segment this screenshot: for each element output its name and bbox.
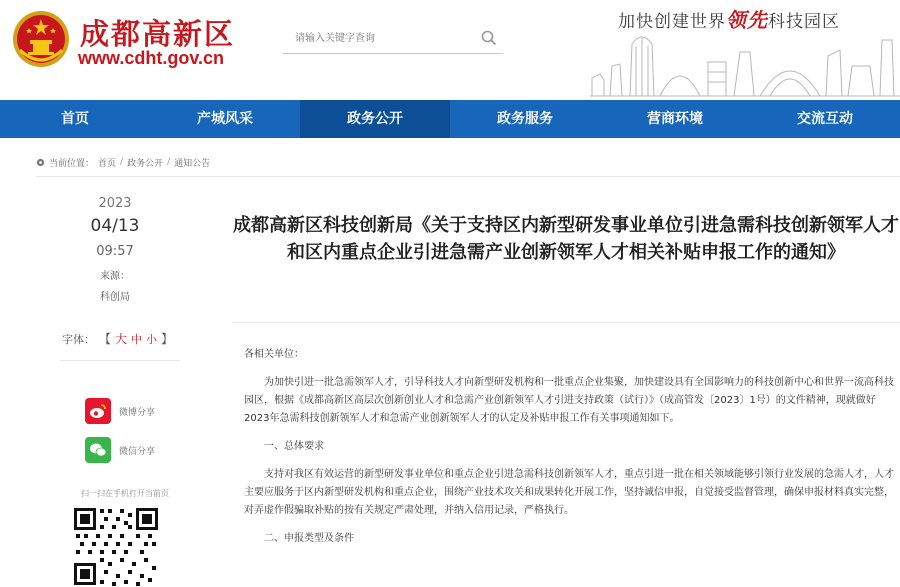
wechat-share-label: 微信分享 — [119, 446, 156, 457]
national-emblem-icon — [12, 10, 70, 68]
bracket-open: 【 — [99, 332, 112, 346]
main-nav — [0, 100, 900, 138]
font-size-label: 字体： — [62, 332, 95, 346]
article-body — [244, 346, 900, 558]
publish-time: 09:57 — [96, 244, 134, 259]
qr-code-icon — [72, 506, 160, 587]
breadcrumb-government-affairs[interactable]: 政务公开 — [127, 158, 164, 169]
source-value: 科创局 — [100, 292, 130, 303]
slogan-highlight: 领先 — [726, 8, 768, 32]
title-divider — [232, 322, 900, 323]
nav-government-affairs[interactable]: 政务公开 — [300, 100, 450, 138]
nav-business-environment[interactable]: 营商环境 — [647, 111, 703, 127]
breadcrumb-prefix: 当前位置： — [49, 158, 95, 169]
site-title[interactable]: 成都高新区 — [80, 17, 236, 51]
location-pin-icon — [36, 158, 45, 167]
wechat-icon — [85, 437, 111, 463]
article-paragraph: 为加快引进一批急需领军人才，引导科技人才向新型研发机构和一批重点企业集聚，加快建设具有全国影响力的科技创新中心和世界一流高科技园区，根据《成都高新区高层次创新创业人才和急需产业创新领军人才引进支持政策（试行）》（成高管发〔2023〕1号）的文件精神，现就做好2023年急需科技创新领军人才和急需产业创新领军人才的认定及补贴申报工作有关事项通知如下。 — [244, 377, 894, 424]
breadcrumb-notices[interactable]: 通知公告 — [174, 158, 211, 169]
nav-home[interactable]: 首页 — [61, 111, 89, 127]
slogan-before: 加快创建世界 — [618, 12, 726, 32]
breadcrumb — [36, 150, 900, 174]
search-box — [283, 24, 503, 54]
bracket-close: 】 — [161, 332, 174, 346]
article-title: 成都高新区科技创新局《关于支持区内新型研发事业单位引进急需科技创新领军人才和区内重点企业引进急需产业创新领军人才相关补贴申报工作的通知》 — [233, 215, 899, 263]
font-size-small[interactable]: 小 — [146, 332, 158, 346]
font-size-medium[interactable]: 中 — [131, 332, 143, 346]
source-label: 来源： — [100, 271, 130, 282]
breadcrumb-home[interactable]: 首页 — [98, 158, 117, 169]
nav-interaction[interactable]: 交流互动 — [797, 111, 853, 127]
left-divider — [60, 360, 180, 361]
weibo-share-button[interactable] — [85, 398, 175, 424]
weibo-icon — [85, 398, 111, 424]
publish-year: 2023 — [98, 196, 132, 211]
publish-meta — [60, 196, 170, 303]
wechat-share-button[interactable] — [85, 437, 175, 463]
site-url[interactable]: www.cdht.gov.cn — [78, 48, 225, 68]
slogan-after: 科技园区 — [768, 12, 840, 32]
article-paragraph: 支持对我区有效运营的新型研发事业单位和重点企业引进急需科技创新领军人才，重点引进一批在相关领域能够引领行业发展的急需人才，人才主要应服务于区内新型研发机构和重点企业，围绕产业技术攻关和成果转化开展工作，坚持诚信申报，自觉接受监督管理，确保申报材料真实完整，对弄虚作假骗取补贴的按有关规定严肃处理，并纳入信用记录，严格执行。 — [244, 469, 894, 516]
weibo-share-label: 微博分享 — [119, 407, 156, 418]
font-size-large[interactable]: 大 — [115, 332, 128, 346]
breadcrumb-separator: / — [120, 157, 124, 167]
article-section-heading: 二、申报类型及条件 — [264, 533, 354, 544]
font-size-switcher — [62, 330, 173, 347]
search-input[interactable] — [283, 24, 463, 52]
search-icon[interactable] — [481, 30, 497, 46]
nav-government-services[interactable]: 政务服务 — [497, 111, 553, 127]
article-section-heading: 一、总体要求 — [264, 441, 324, 452]
nav-city-scenery[interactable]: 产城风采 — [197, 111, 253, 127]
qr-label: 扫一扫在手机打开当前页 — [81, 489, 169, 498]
publish-date: 04/13 — [90, 216, 140, 236]
article-greeting: 各相关单位： — [244, 349, 304, 360]
site-header — [0, 0, 900, 100]
breadcrumb-divider — [36, 176, 900, 177]
skyline-illustration — [590, 26, 900, 98]
breadcrumb-separator: / — [167, 157, 171, 167]
